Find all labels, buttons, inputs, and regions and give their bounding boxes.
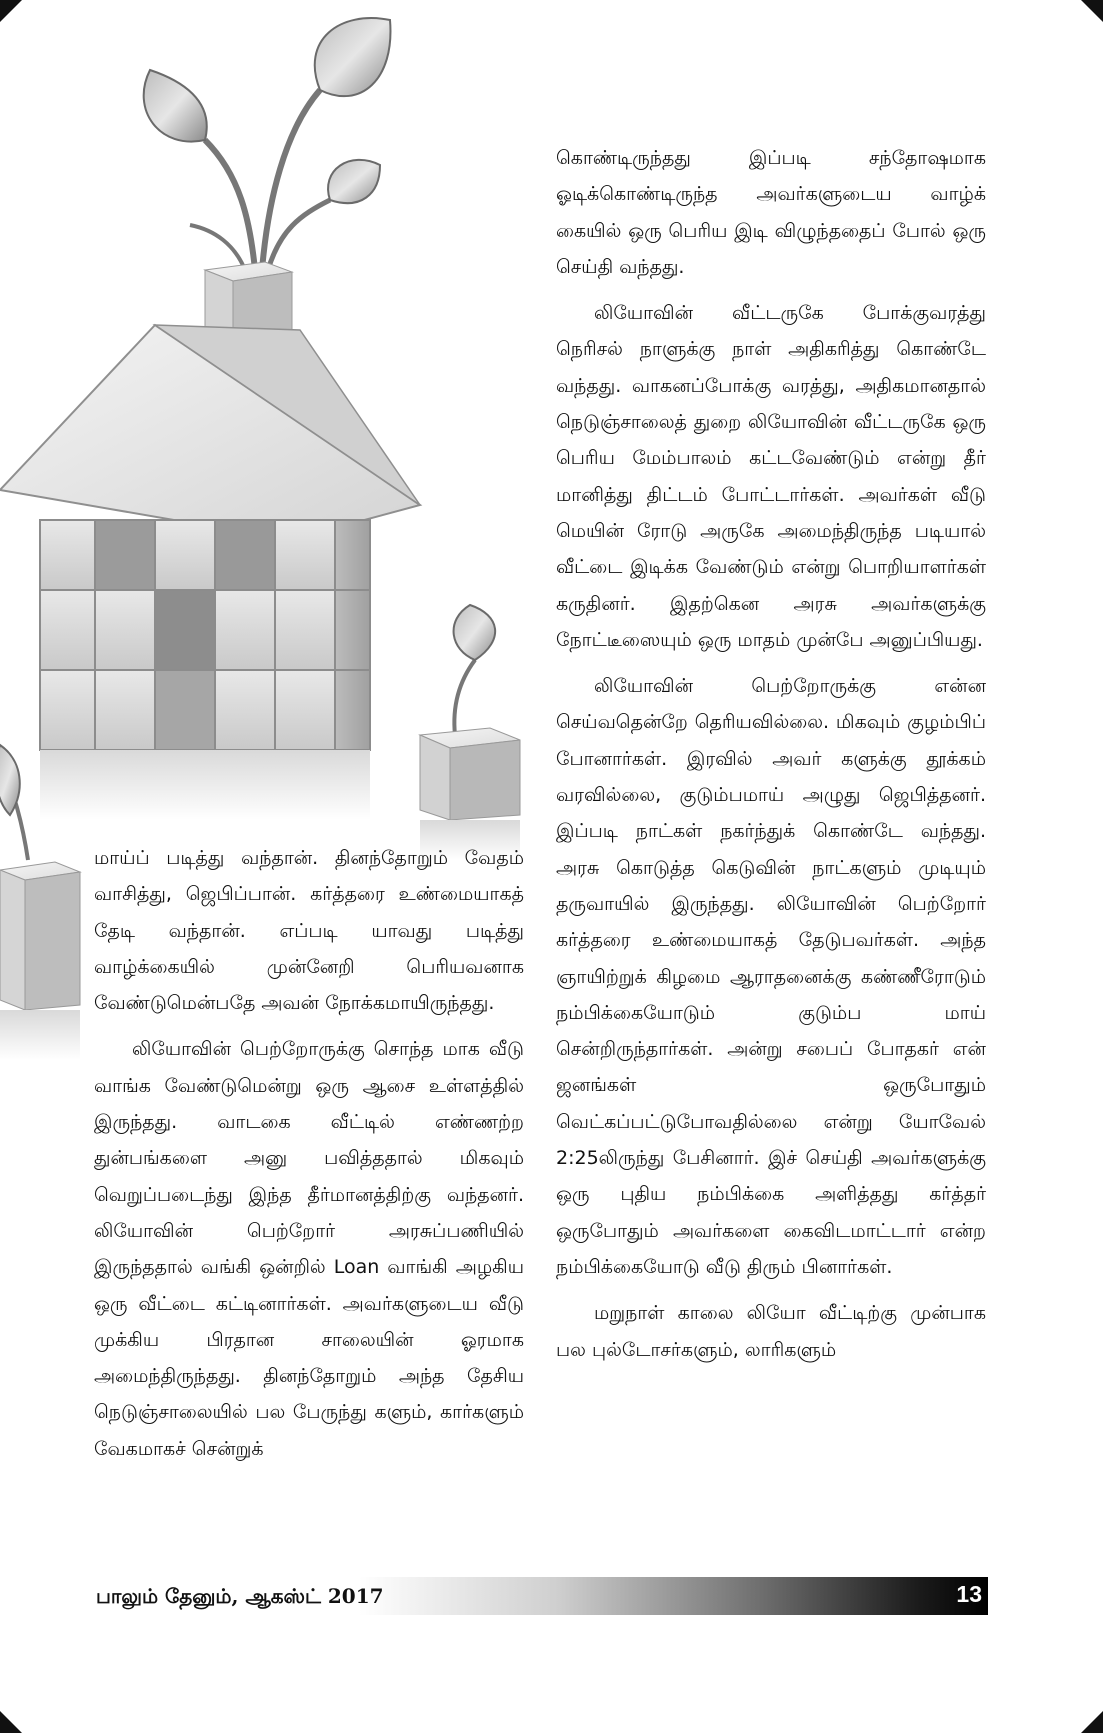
page-footer (90, 1577, 988, 1615)
small-cube-icon (420, 605, 520, 860)
paragraph: லியோவின் பெற்றோருக்கு என்ன செய்வதென்றே தெரியவில்லை. மிகவும் குழம்பிப் போனார்கள். இரவில் அவர் களுக்கு தூக்கம் வரவில்லை, குடும்பமாய் அழுது ஜெபித்தனர். இப்படி நாட்கள் நகர்ந்துக் கொண்டே வந்தது. அரசு கொடுத்த கெடுவின் நாட்களும் முடியும் தருவாயில் இருந்தது. லியோவின் பெற்றோர் கர்த்தரை உண்மையாகத் தேடுபவர்கள். அந்த ஞாயிற்றுக் கிழமை ஆராதனைக்கு கண்ணீரோடும் நம்பிக்கையோடும் குடும்ப மாய் சென்றிருந்தார்கள். அன்று சபைப் போதகர் என் ஜனங்கள் ஒருபோதும் வெட்கப்பட்டுபோவதில்லை என்று யோவேல் 2:25லிருந்து பேசினார். இச் செய்தி அவர்களுக்கு ஒரு புதிய நம்பிக்கை அளித்தது கர்த்தர் ஒருபோதும் அவர்களை கைவிடமாட்டார் என்ற நம்பிக்கையோடு வீடு திரும் பினார்கள். (556, 675, 986, 1278)
paragraph: மாய்ப் படித்து வந்தான். தினந்தோறும் வேதம் வாசித்து, ஜெபிப்பான். கர்த்தரை உண்மையாகத் தேடி வந்தான். எப்படி யாவது படித்து வாழ்க்கையில் முன்னேறி பெரியவனாக வேண்டுமென்பதே அவன் நோக்கமாயிருந்தது. (94, 847, 524, 1015)
left-text-column (94, 840, 524, 1467)
paragraph: லியோவின் பெற்றோருக்கு சொந்த மாக வீடு வாங்க வேண்டுமென்று ஒரு ஆசை உள்ளத்தில் இருந்தது. வாடகை வீட்டில் எண்ணற்ற துன்பங்களை அனு பவித்ததால் மிகவும் வெறுப்படைந்து இந்த தீர்மானத்திற்கு வந்தனர். லியோவின் பெற்றோர் அரசுப்பணியில் இருந்ததால் வங்கி ஒன்றில் Loan வாங்கி அழகிய ஒரு வீட்டை கட்டினார்கள். அவர்களுடைய வீடு முக்கிய பிரதான சாலையின் ஓரமாக அமைந்திருந்தது. தினந்தோறும் அந்த தேசிய நெடுஞ்சாலையில் பல பேருந்து களும், கார்களும் வேகமாகச் சென்றுக் (94, 1038, 524, 1460)
corner-mark-bottom-right (1081, 1711, 1103, 1733)
corner-mark-top-right (1081, 0, 1103, 22)
paragraph: மறுநாள் காலை லியோ வீட்டிற்கு முன்பாக பல புல்டோசர்களும், லாரிகளும் (556, 1302, 986, 1361)
right-text-column (556, 140, 986, 1368)
magazine-issue-title: பாலும் தேனும், ஆகஸ்ட் 2017 (96, 1584, 384, 1608)
paragraph: கொண்டிருந்தது இப்படி சந்தோஷமாக ஓடிக்கொண்டிருந்த அவர்களுடைய வாழ்க் கையில் ஒரு பெரிய இடி விழுந்ததைப் போல் ஒரு செய்தி வந்தது. (556, 147, 986, 278)
page-number: 13 (956, 1581, 982, 1607)
plant-leaf-icon (144, 18, 391, 270)
house-blocks-icon (40, 520, 370, 750)
paragraph: லியோவின் வீட்டருகே போக்குவரத்து நெரிசல் நாளுக்கு நாள் அதிகரித்து கொண்டே வந்தது. வாகனப்போக்கு வரத்து, அதிகமானதால் நெடுஞ்சாலைத் துறை லியோவின் வீட்டருகே ஒரு பெரிய மேம்பாலம் கட்டவேண்டும் என்று தீர் மானித்து திட்டம் போட்டார்கள். அவர்கள் வீடு மெயின் ரோடு அருகே அமைந்திருந்த படியால் வீட்டை இடிக்க வேண்டும் என்று பொறியாளர்கள் கருதினர். இதற்கென அரசு அவர்களுக்கு நோட்டீஸையும் ஒரு மாதம் முன்பே அனுப்பியது. (556, 302, 986, 651)
corner-mark-bottom-left (0, 1711, 22, 1733)
